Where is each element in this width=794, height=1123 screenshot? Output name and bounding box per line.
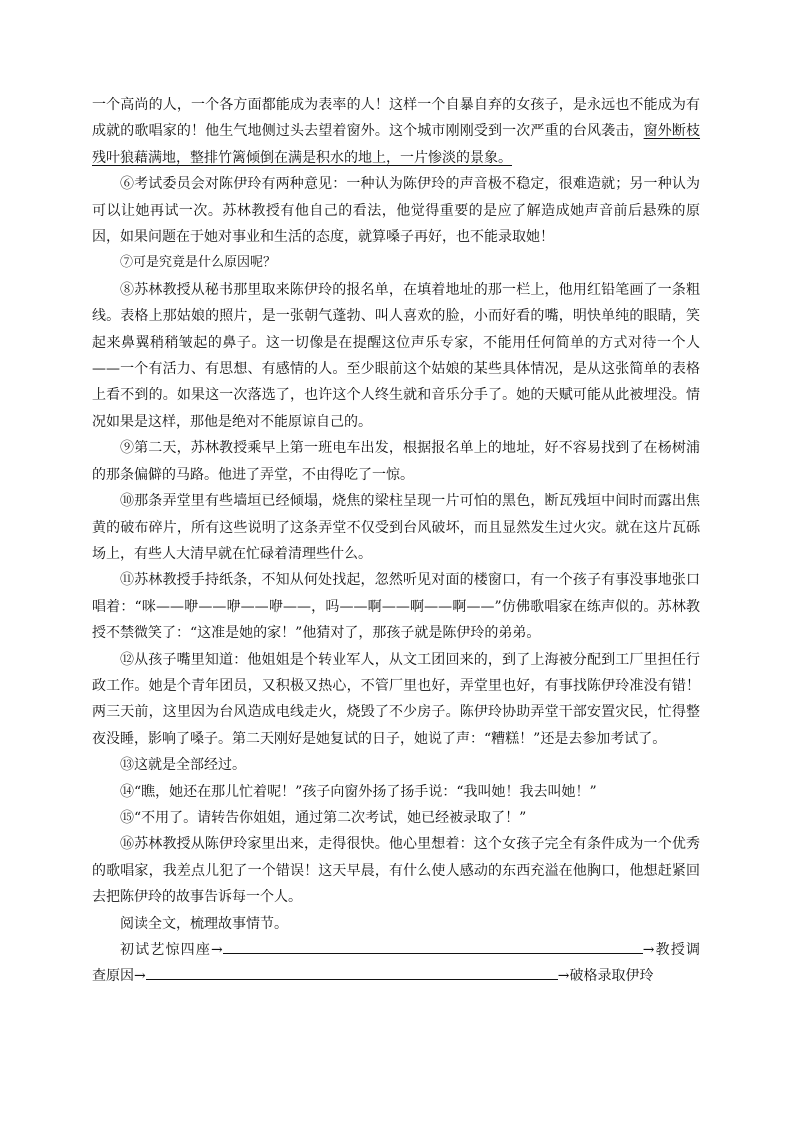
paragraph-11: ⑪苏林教授手持纸条，不知从何处找起，忽然听见对面的楼窗口，有一个孩子有事没事地张口唱着：“咪——咿——咿——咿——，吗——啊——啊——啊——”仿佛歌唱家在练声似的。苏林教授不禁微笑了：“这准是她的家！”他猜对了，那孩子就是陈伊玲的弟弟。 <box>92 572 700 642</box>
plot-outline <box>92 937 700 990</box>
answer-blank-2[interactable] <box>146 965 558 980</box>
paragraph-text: 一个高尚的人，一个各方面都能成为表率的人！这样一个自暴自弃的女孩子，是永远也不能成为有成就的歌唱家的！他生气地侧过头去望着窗外。这个城市刚刚受到一次严重的台风袭击， <box>92 97 700 140</box>
paragraph-9: ⑨第二天，苏林教授乘早上第一班电车出发，根据报名单上的地址，好不容易找到了在杨树浦的那条偏僻的马路。他进了弄堂，不由得吃了一惊。 <box>92 440 700 483</box>
paragraph-15: ⑮“不用了。请转告你姐姐，通过第二次考试，她已经被录取了！” <box>120 809 527 826</box>
answer-blank-1[interactable] <box>223 939 643 954</box>
plot-step-3: →破格录取伊玲 <box>557 968 654 985</box>
question-prompt: 阅读全文，梳理故事情节。 <box>120 915 288 932</box>
paragraph-6: ⑥考试委员会对陈伊玲有两种意见：一种认为陈伊玲的声音极不稳定，很难造就；另一种认为可以让她再试一次。苏林教授有他自己的看法，他觉得重要的是应了解造成她声音前后悬殊的原因，如果问题在于她对事业和生活的态度，就算嗓子再好，也不能录取她！ <box>92 176 700 246</box>
paragraph-5-continued <box>92 92 700 171</box>
paragraph-13: ⑬这就是全部经过。 <box>120 757 246 774</box>
paragraph-12: ⑫从孩子嘴里知道：他姐姐是个转业军人，从文工团回来的，到了上海被分配到工厂里担任行政工作。她是个青年团员，又积极又热心，不管厂里也好，弄堂里也好，有事找陈伊玲准没有错！两三天前，这里因为台风造成电线走火，烧毁了不少房子。陈伊玲协助弄堂干部安置灾民，忙得整夜没睡，影响了嗓子。第二天刚好是她复试的日子，她说了声：“糟糕！”还是去参加考试了。 <box>92 651 700 747</box>
paragraph-10: ⑩那条弄堂里有些墙垣已经倾塌，烧焦的梁柱呈现一片可怕的黑色，断瓦残垣中间时而露出焦黄的破布碎片，所有这些说明了这条弄堂不仅受到台风破坏，而且显然发生过火灾。就在这片瓦砾场上，有些人大清早就在忙碌着清理些什么。 <box>92 493 700 562</box>
plot-step-2: →教授调查原因→ <box>92 942 701 985</box>
paragraph-7: ⑦可是究竟是什么原因呢？ <box>120 255 277 271</box>
underlined-sentence: 窗外断枝残叶狼藉满地，整排竹篱倾倒在满是积水的地上，一片惨淡的景象。 <box>92 123 701 166</box>
paragraph-16: ⑯苏林教授从陈伊玲家里出来，走得很快。他心里想着：这个女孩子完全有条件成为一个优秀的歌唱家，我差点儿犯了一个错误！这天早晨，有什么使人感动的东西充溢在他胸口，他想赶紧回去把陈伊玲的故事告诉每一个人。 <box>92 836 700 906</box>
document-page <box>92 92 700 990</box>
paragraph-14: ⑭“瞧，她还在那儿忙着呢！”孩子向窗外扬了扬手说：“我叫她！我去叫她！” <box>120 783 597 800</box>
plot-step-1: 初试艺惊四座→ <box>120 942 223 958</box>
paragraph-8: ⑧苏林教授从秘书那里取来陈伊玲的报名单，在填着地址的那一栏上，他用红铅笔画了一条粗线。表格上那姑娘的照片，是一张朝气蓬勃、叫人喜欢的脸，小而好看的嘴，明快单纯的眼睛，笑起来鼻翼稍稍皱起的鼻子。这一切像是在提醒这位声乐专家，不能用任何简单的方式对待一个人——一个有活力、有思想、有感情的人。至少眼前这个姑娘的某些具体情况，是从这张简单的表格上看不到的。如果这一次落选了，也许这个人终生就和音乐分手了。她的天赋可能从此被埋没。情况如果是这样，那他是绝对不能原谅自己的。 <box>92 281 700 430</box>
